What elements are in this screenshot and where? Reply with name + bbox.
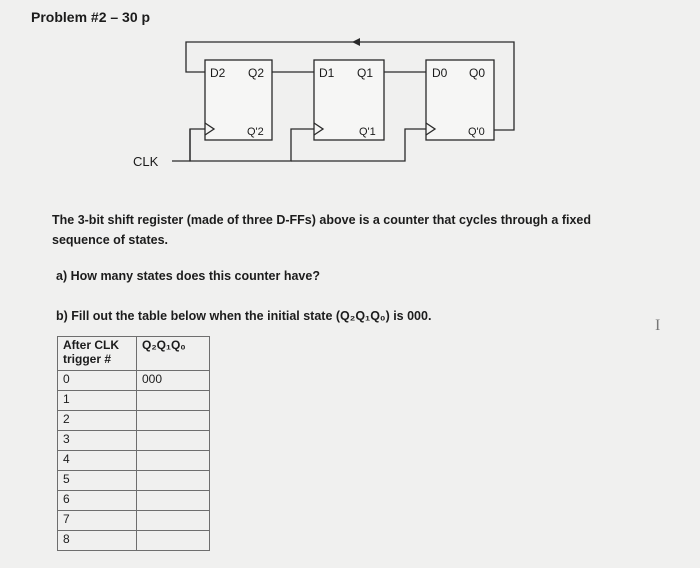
table-row <box>58 511 210 531</box>
intro-line-2: sequence of states. <box>52 233 169 247</box>
ff2-q-label: Q2 <box>248 66 265 80</box>
text-cursor-icon: I <box>655 317 661 334</box>
state-cell[interactable] <box>137 471 210 491</box>
feedback-arrow-icon <box>352 38 360 46</box>
trigger-cell: 7 <box>58 511 137 531</box>
trigger-cell: 6 <box>58 491 137 511</box>
trigger-cell: 5 <box>58 471 137 491</box>
state-cell[interactable] <box>137 431 210 451</box>
question-a: a) How many states does this counter have? <box>56 269 320 283</box>
header-state: Q₂Q₁Q₀ <box>137 337 210 371</box>
clk-label: CLK <box>133 154 159 169</box>
ff0-qbar-label: Q'0 <box>468 126 485 138</box>
trigger-cell: 4 <box>58 451 137 471</box>
table-row <box>58 391 210 411</box>
ff1-d-label: D1 <box>319 66 335 80</box>
state-cell[interactable] <box>137 411 210 431</box>
shift-register-diagram <box>0 0 700 200</box>
intro-text <box>52 210 672 250</box>
table-header-row <box>58 337 210 371</box>
trigger-cell: 0 <box>58 371 137 391</box>
state-cell[interactable] <box>137 511 210 531</box>
state-cell[interactable] <box>137 491 210 511</box>
ff1-q-label: Q1 <box>357 66 374 80</box>
trigger-cell: 8 <box>58 531 137 551</box>
ff0-d-label: D0 <box>432 66 448 80</box>
ff2-qbar-label: Q'2 <box>247 126 264 138</box>
problem-title: Problem #2 – 30 p <box>31 9 151 25</box>
trigger-cell: 2 <box>58 411 137 431</box>
ff0-q-label: Q0 <box>469 66 486 80</box>
table-row <box>58 451 210 471</box>
question-b: b) Fill out the table below when the initial state (Q₂Q₁Q₀) is 000. <box>56 309 432 323</box>
ff2-d-label: D2 <box>210 66 226 80</box>
state-cell[interactable] <box>137 531 210 551</box>
table-row <box>58 531 210 551</box>
intro-line-1: The 3-bit shift register (made of three D-FFs) above is a counter that cycles through a fixed <box>52 213 591 227</box>
table-row <box>58 471 210 491</box>
state-cell[interactable]: 000 <box>137 371 210 391</box>
table-row <box>58 371 210 391</box>
trigger-cell: 3 <box>58 431 137 451</box>
trigger-cell: 1 <box>58 391 137 411</box>
state-table <box>57 336 210 551</box>
header-trigger: After CLK trigger # <box>58 337 137 371</box>
ff1-qbar-label: Q'1 <box>359 126 376 138</box>
state-cell[interactable] <box>137 451 210 471</box>
table-row <box>58 491 210 511</box>
state-cell[interactable] <box>137 391 210 411</box>
table-row <box>58 431 210 451</box>
table-row <box>58 411 210 431</box>
